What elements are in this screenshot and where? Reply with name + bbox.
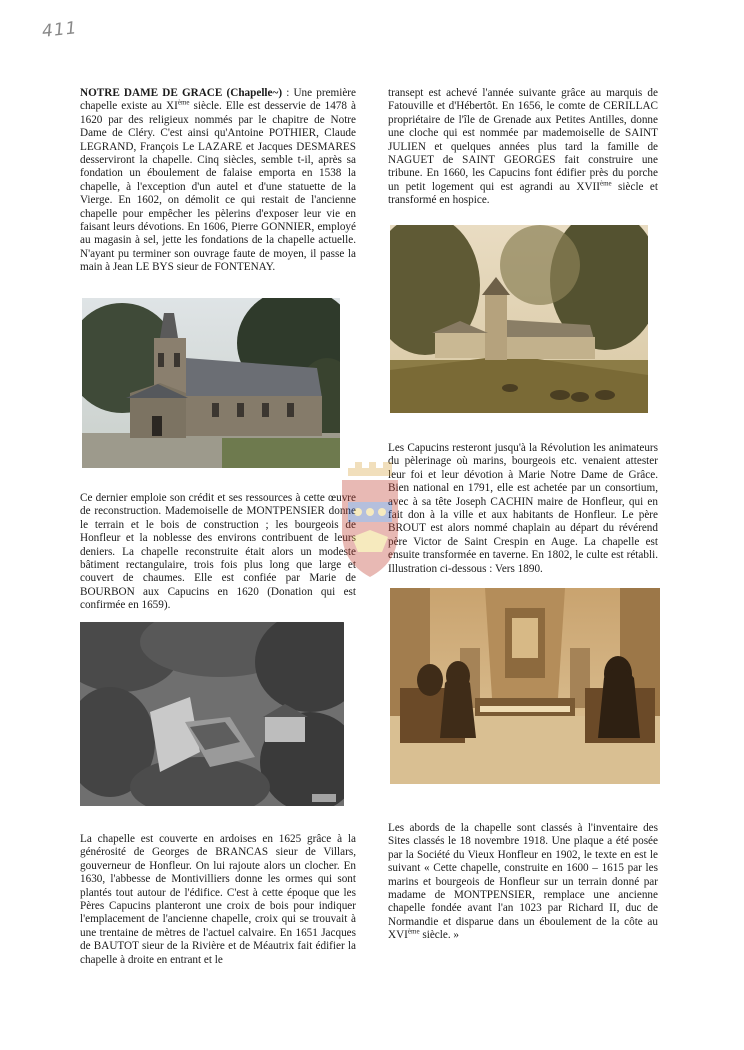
article-title: NOTRE DAME DE GRACE [80,87,223,99]
reconstruction-paragraph: Ce dernier emploie son crédit et ses ressources à cette œuvre de reconstruction. Mademoiselle de MONTPENSIER donne le terrain et le bois de construction ; les bourgeois de Honfleur et la noblesse des environs contribuent de leurs deniers. La chapelle reconstruite était alors un modeste bâtiment rectangulaire, trois fois plus long que large et couvert de chaumes. Elle est confiée par Marie de BOURBON aux Capucins en 1620 (Donation qui est confirmée en 1659). [80,492,356,612]
chapel-painting-photo [390,225,648,413]
chapel-exterior-photo [82,298,340,468]
page-number: 411 [41,18,79,42]
revolution-paragraph: Les Capucins resteront jusqu'à la Révolution les animateurs du pèlerinage où marins, bourgeois etc. venaient attester leur foi et leur dévotion à Marie Notre Dame de Grâce. Bien national en 1791, elle est achetée par un consortium, avec à sa tête Joseph CACHIN maire de Honfleur, qui en fait don à la ville et aux habitants de Honfleur. Le père BROUT est alors nommé chaplain au départ du révérend père Victor de Saint Crespin en Auge. La chapelle est ensuite transformée en taverne. En 1802, le culte est rétabli. Illustration ci-dessous : Vers 1890. [388,442,658,575]
article-title-note: (Chapelle~) [226,87,283,99]
classified-site-paragraph: Les abords de la chapelle sont classés à l'inventaire des Sites classés le 18 novembre 1918. Une plaque a été posée par la Société du Vieux Honfleur en 1902, le texte en est le suivant « Cette chapelle, construite en 1600 – 1615 par les marins et bourgeois de Honfleur sur un terrain donné par madame de MONTPENSIER, remplace une ancienne chapelle fondée avant l'an 1023 par Richard II, duc de Normandie et disparue dans un éboulement de la côte au XVIème siècle. » [388,822,658,942]
aerial-view-photo [80,622,344,806]
chapel-interior-photo [390,588,660,784]
slate-roof-paragraph: La chapelle est couverte en ardoises en 1625 grâce à la générosité de Georges de BRANCAS sieur de Villars, gouverneur de Honfleur. On lui rajoute alors un clocher. En 1630, l'abbesse de Montivilliers donne les ormes qui sont plantés tout autour de l'édifice. C'est à cette époque que les Pères Capucins planteront une croix de bois pour indiquer l'emplacement de l'ancienne chapelle, croix qui se trouvait à une trentaine de mètres de l'actuel calvaire. En 1651 Jacques de BAUTOT sieur de la Rivière et de Méautrix fait édifier la chapelle à droite en entrant et le [80,833,356,966]
transept-paragraph: transept est achevé l'année suivante grâce au marquis de Fatouville et d'Hébertôt. En 1656, le comte de CERILLAC propriétaire de l'île de Grenade aux Petites Antilles, donne une cloche qui est nommée par mademoiselle de SAINT JULIEN et quelques années plus tard la famille de NAGUET de SAINT GEORGES fait construire une tribune. En 1660, les Capucins font édifier près du porche un petit logement qui est agrandi au XVIIème siècle et transformé en hospice. [388,87,659,207]
honfleur-crest-watermark [338,462,402,582]
intro-paragraph: NOTRE DAME DE GRACE (Chapelle~) : Une première chapelle existe au XIème siècle. Elle est desservie de 1478 à 1620 par des religieux nommés par le chapitre de Notre Dame de Cléry. C'est ainsi qu'Antoine POTHIER, Claude LEGRAND, François Le LAZARE et Jacques DESMARES desserviront la chapelle. Cinq siècles, semble t-il, après sa fondation un éboulement de falaise emporta en 1538 la chapelle, à l'exception d'un autel et d'une statuette de la Vierge. En 1602, on démolit ce qui restait de l'ancienne chapelle pour empêcher les pèlerins d'exposer leur vie en faisant leurs dévotions. En 1606, Pierre GONNIER, employé au magasin à sel, jette les fondations de la chapelle actuelle. N'ayant pu terminer son ouvrage faute de moyen, il passe la main à Jean LE BYS sieur de FONTENAY. [80,87,357,274]
